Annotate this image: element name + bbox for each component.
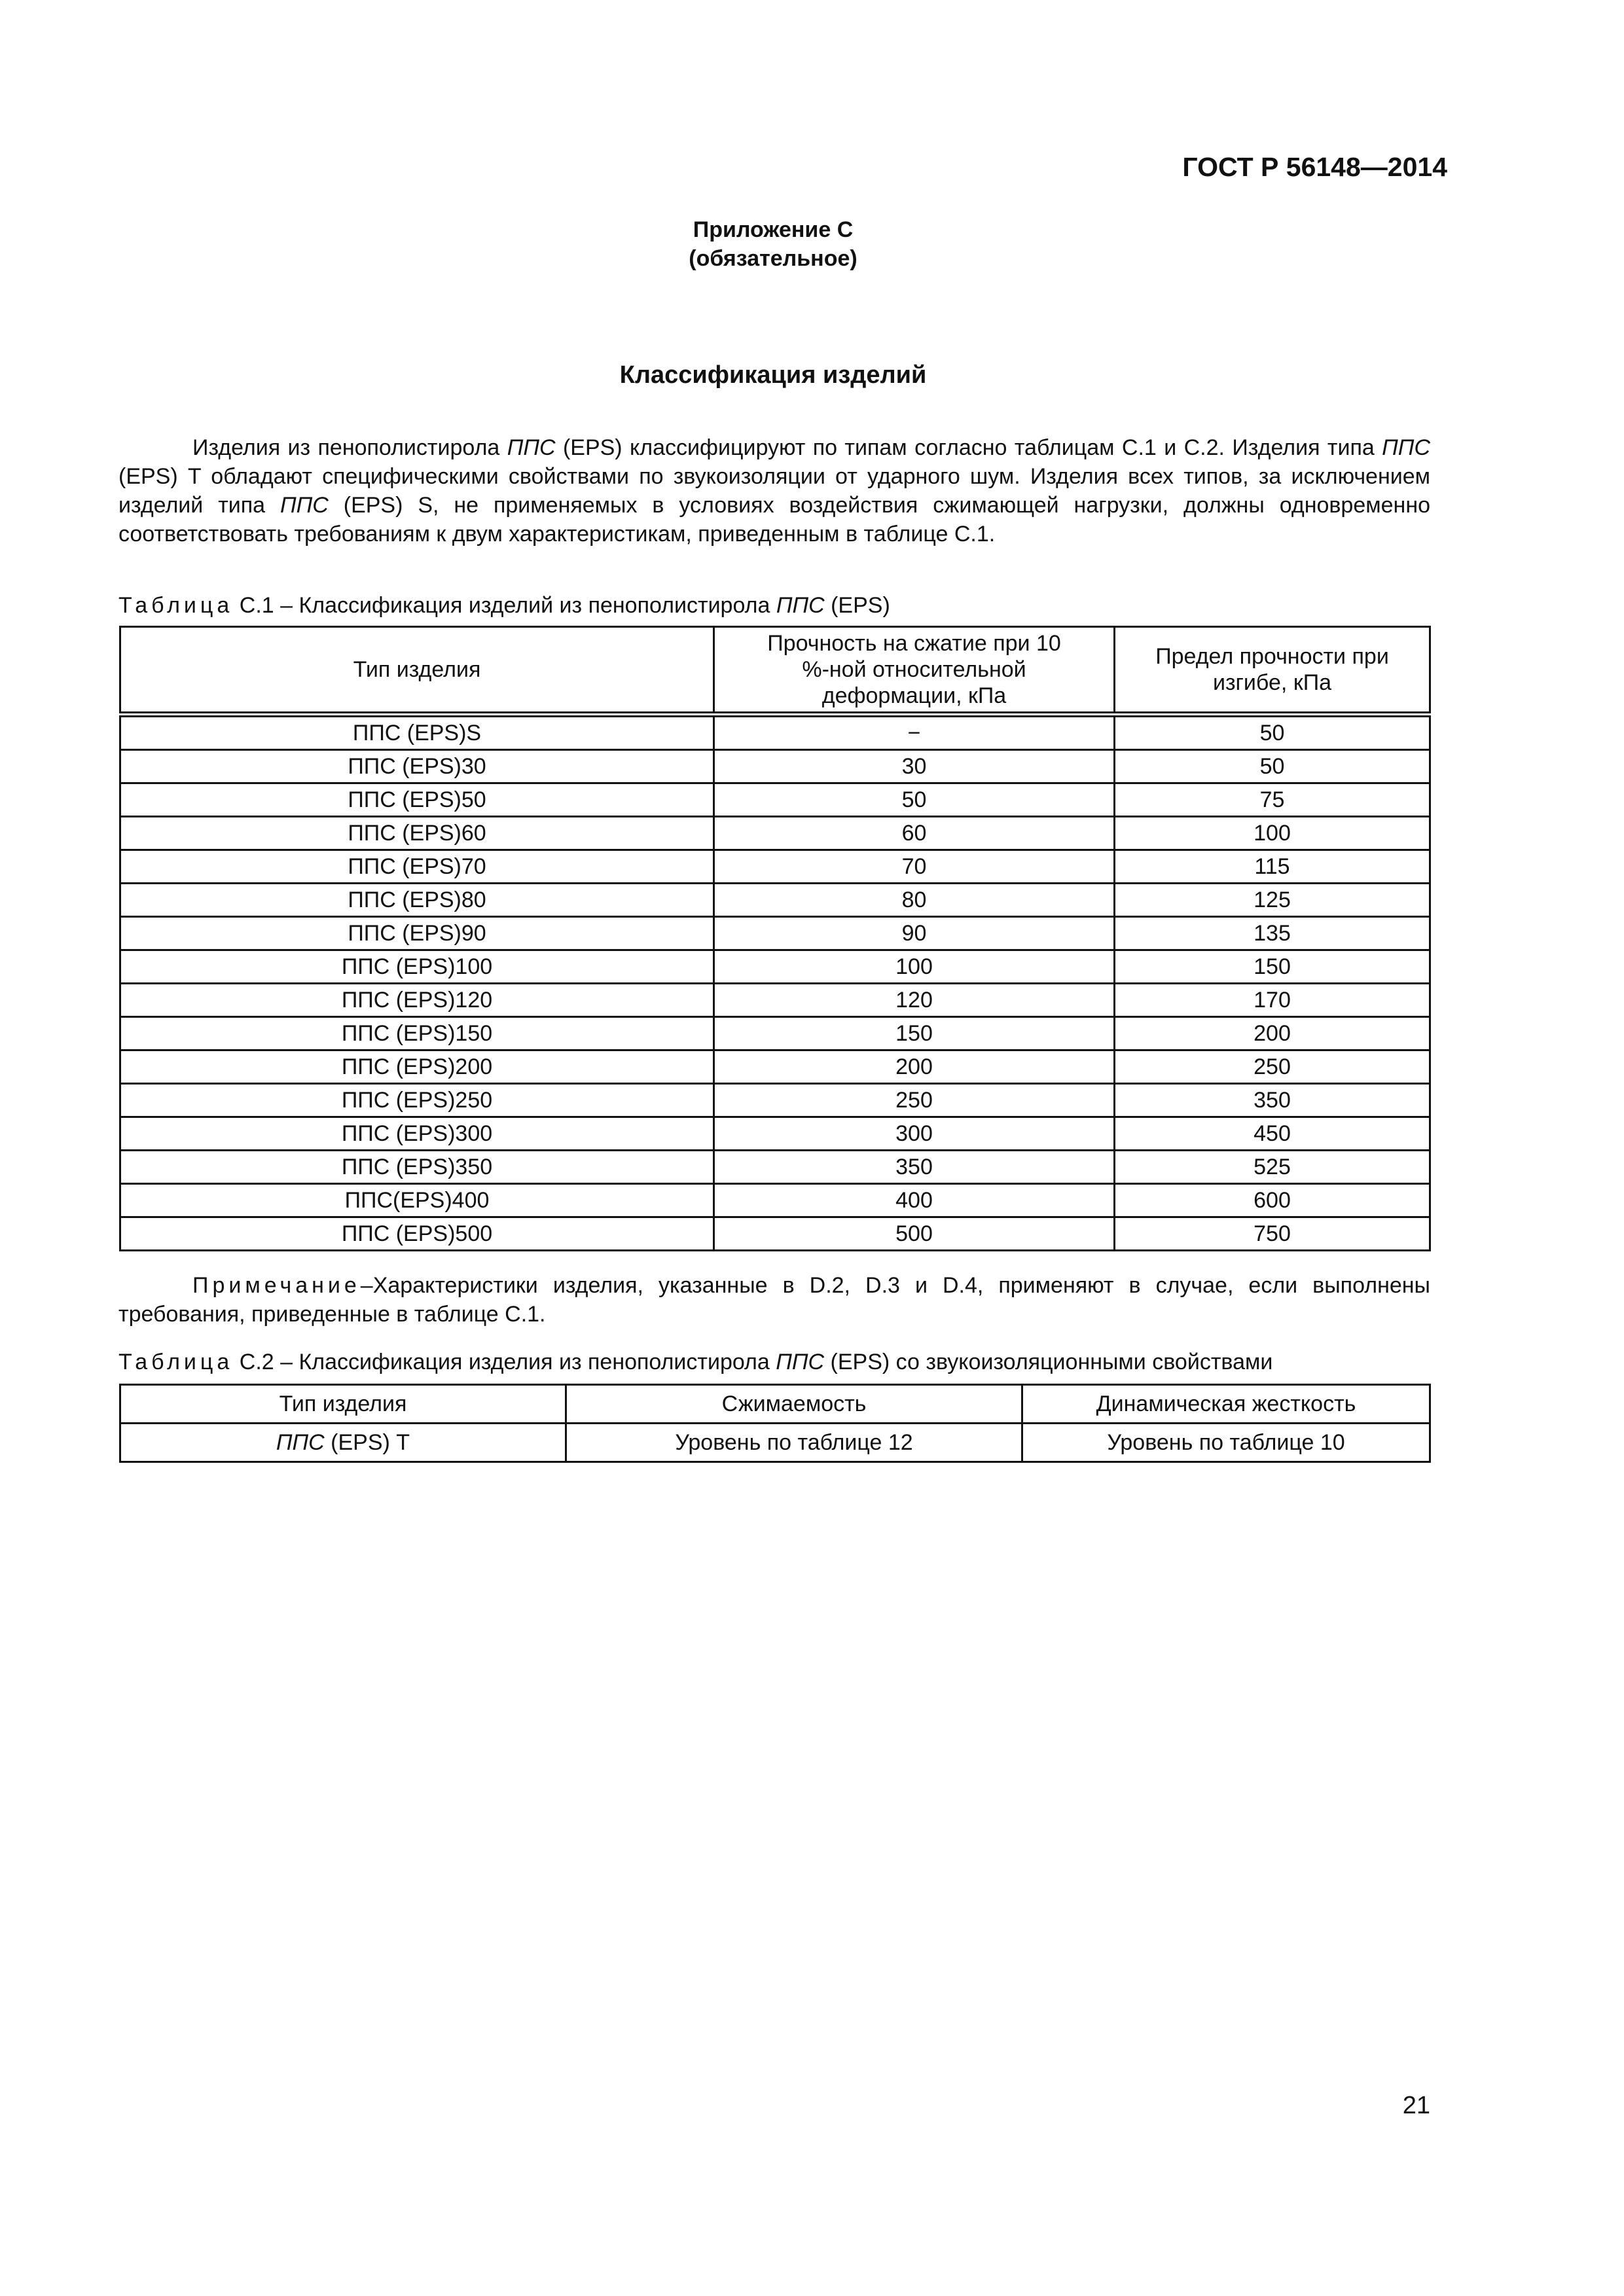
table-row [120,1217,1430,1251]
product-type-cell: ППС (EPS)250 [120,1084,714,1117]
header-cell: Сжимаемость [566,1385,1022,1424]
table-row [120,1151,1430,1184]
compressive-strength-cell: 30 [714,750,1115,783]
compressive-strength-cell: 120 [714,984,1115,1017]
intro-text: (EPS) классифицируют по типам согласно таблицам С.1 и С.2. Изделия типа [555,435,1382,460]
product-type-cell: ППС (EPS)150 [120,1017,714,1050]
product-type-cell: ППС (EPS)350 [120,1151,714,1184]
caption-suffix: (EPS) со звукоизоляционными свойствами [824,1350,1273,1374]
table-row [120,850,1430,884]
caption-text: С.1 – Классификация изделий из пенополистирола [233,593,776,618]
caption-abbr: ППС [776,593,825,618]
bending-strength-cell: 450 [1115,1117,1430,1151]
table-row [120,1017,1430,1050]
product-type-cell: ППС (EPS)50 [120,783,714,817]
bending-strength-cell: 350 [1115,1084,1430,1117]
table2-caption [118,1350,1272,1375]
table-body [120,715,1430,1251]
table-row [120,984,1430,1017]
header-cell: Тип изделия [120,627,714,715]
caption-text: С.2 – Классификация изделия из пенополистирола [233,1350,776,1374]
bending-strength-cell: 50 [1115,715,1430,750]
bending-strength-cell: 170 [1115,984,1430,1017]
appendix-title: Приложение С [693,217,854,242]
appendix-status: (обязательное) [689,246,857,271]
table1-caption [118,593,890,619]
bending-strength-cell: 50 [1115,750,1430,783]
caption-suffix: (EPS) [824,593,890,618]
compressive-strength-cell: 60 [714,817,1115,850]
table-row [120,1117,1430,1151]
table-row [120,884,1430,917]
intro-text: Изделия из пенополистирола [192,435,507,460]
compressive-strength-cell: 200 [714,1050,1115,1084]
caption-label: Таблица [118,1350,234,1374]
bending-strength-cell: 135 [1115,917,1430,950]
product-type-cell: ППС (EPS)200 [120,1050,714,1084]
header-cell: Прочность на сжатие при 10 %-ной относительной деформации, кПа [714,627,1115,715]
acoustic-classification-table [119,1384,1431,1463]
compressive-strength-cell: 250 [714,1084,1115,1117]
product-type-cell: ППС (EPS)300 [120,1117,714,1151]
product-type-cell: ППС (EPS)S [120,715,714,750]
document-code: ГОСТ Р 56148—2014 [1182,152,1447,182]
header-cell: Тип изделия [120,1385,566,1424]
table-row [120,950,1430,984]
caption-abbr: ППС [776,1350,825,1374]
compressive-strength-cell: 350 [714,1151,1115,1184]
intro-text: (EPS) S, не применяемых в условиях воздействия сжимающей нагрузки, должны одновременно соответствовать требованиям к двум характеристикам, приведенным в таблице С.1. [118,493,1431,547]
table-row [120,783,1430,817]
compressibility-cell: Уровень по таблице 12 [566,1424,1022,1462]
product-type-cell: ППС (EPS)30 [120,750,714,783]
table-row [120,1184,1430,1217]
bending-strength-cell: 115 [1115,850,1430,884]
type-suffix: (EPS) T [324,1429,410,1455]
bending-strength-cell: 125 [1115,884,1430,917]
table-row [120,715,1430,750]
table-header-row [120,1385,1430,1424]
stiffness-cell: Уровень по таблице 10 [1022,1424,1430,1462]
intro-abbr: ППС [1382,435,1430,460]
table-row [120,750,1430,783]
product-type-cell: ППС (EPS)60 [120,817,714,850]
intro-abbr: ППС [280,493,329,518]
table-row [120,1050,1430,1084]
table-row [120,917,1430,950]
compressive-strength-cell: 300 [714,1117,1115,1151]
compressive-strength-cell: − [714,715,1115,750]
header-cell: Динамическая жесткость [1022,1385,1430,1424]
product-type-cell: ППС (EPS)70 [120,850,714,884]
compressive-strength-cell: 70 [714,850,1115,884]
note-label: Примечание [192,1273,361,1298]
bending-strength-cell: 100 [1115,817,1430,850]
product-type-cell: ППС (EPS)100 [120,950,714,984]
bending-strength-cell: 75 [1115,783,1430,817]
intro-paragraph [118,433,1430,548]
intro-text: (EPS) T обладают специфическими свойствами по звукоизоляции от ударного шум. Изделия всех типов, за исключением изделий типа [118,464,1430,518]
product-type-cell: ППС (EPS)120 [120,984,714,1017]
compressive-strength-cell: 50 [714,783,1115,817]
product-type-cell: ППС (EPS)80 [120,884,714,917]
compressive-strength-cell: 150 [714,1017,1115,1050]
type-abbr: ППС [276,1429,325,1455]
bending-strength-cell: 150 [1115,950,1430,984]
page-number: 21 [1402,2092,1430,2119]
bending-strength-cell: 250 [1115,1050,1430,1084]
product-type-cell: ППС (EPS)500 [120,1217,714,1251]
compressive-strength-cell: 400 [714,1184,1115,1217]
compressive-strength-cell: 80 [714,884,1115,917]
bending-strength-cell: 600 [1115,1184,1430,1217]
product-type-cell: ППС (EPS)90 [120,917,714,950]
intro-abbr: ППС [507,435,556,460]
classification-table [119,626,1431,1251]
section-title: Классификация изделий [619,361,927,389]
table-row [120,817,1430,850]
bending-strength-cell: 750 [1115,1217,1430,1251]
compressive-strength-cell: 100 [714,950,1115,984]
product-type-cell: ППС(EPS)400 [120,1184,714,1217]
compressive-strength-cell: 500 [714,1217,1115,1251]
table-header-row [120,627,1430,715]
table-note [118,1271,1430,1329]
table-row [120,1084,1430,1117]
bending-strength-cell: 525 [1115,1151,1430,1184]
caption-label: Таблица [118,593,234,618]
table-row [120,1424,1430,1462]
bending-strength-cell: 200 [1115,1017,1430,1050]
note-text: –Характеристики изделия, указанные в D.2, D.3 и D.4, применяют в случае, если выполнены требования, приведенные в таблице С.1. [118,1273,1430,1327]
compressive-strength-cell: 90 [714,917,1115,950]
header-cell: Предел прочности при изгибе, кПа [1115,627,1430,715]
type-cell [120,1424,566,1462]
